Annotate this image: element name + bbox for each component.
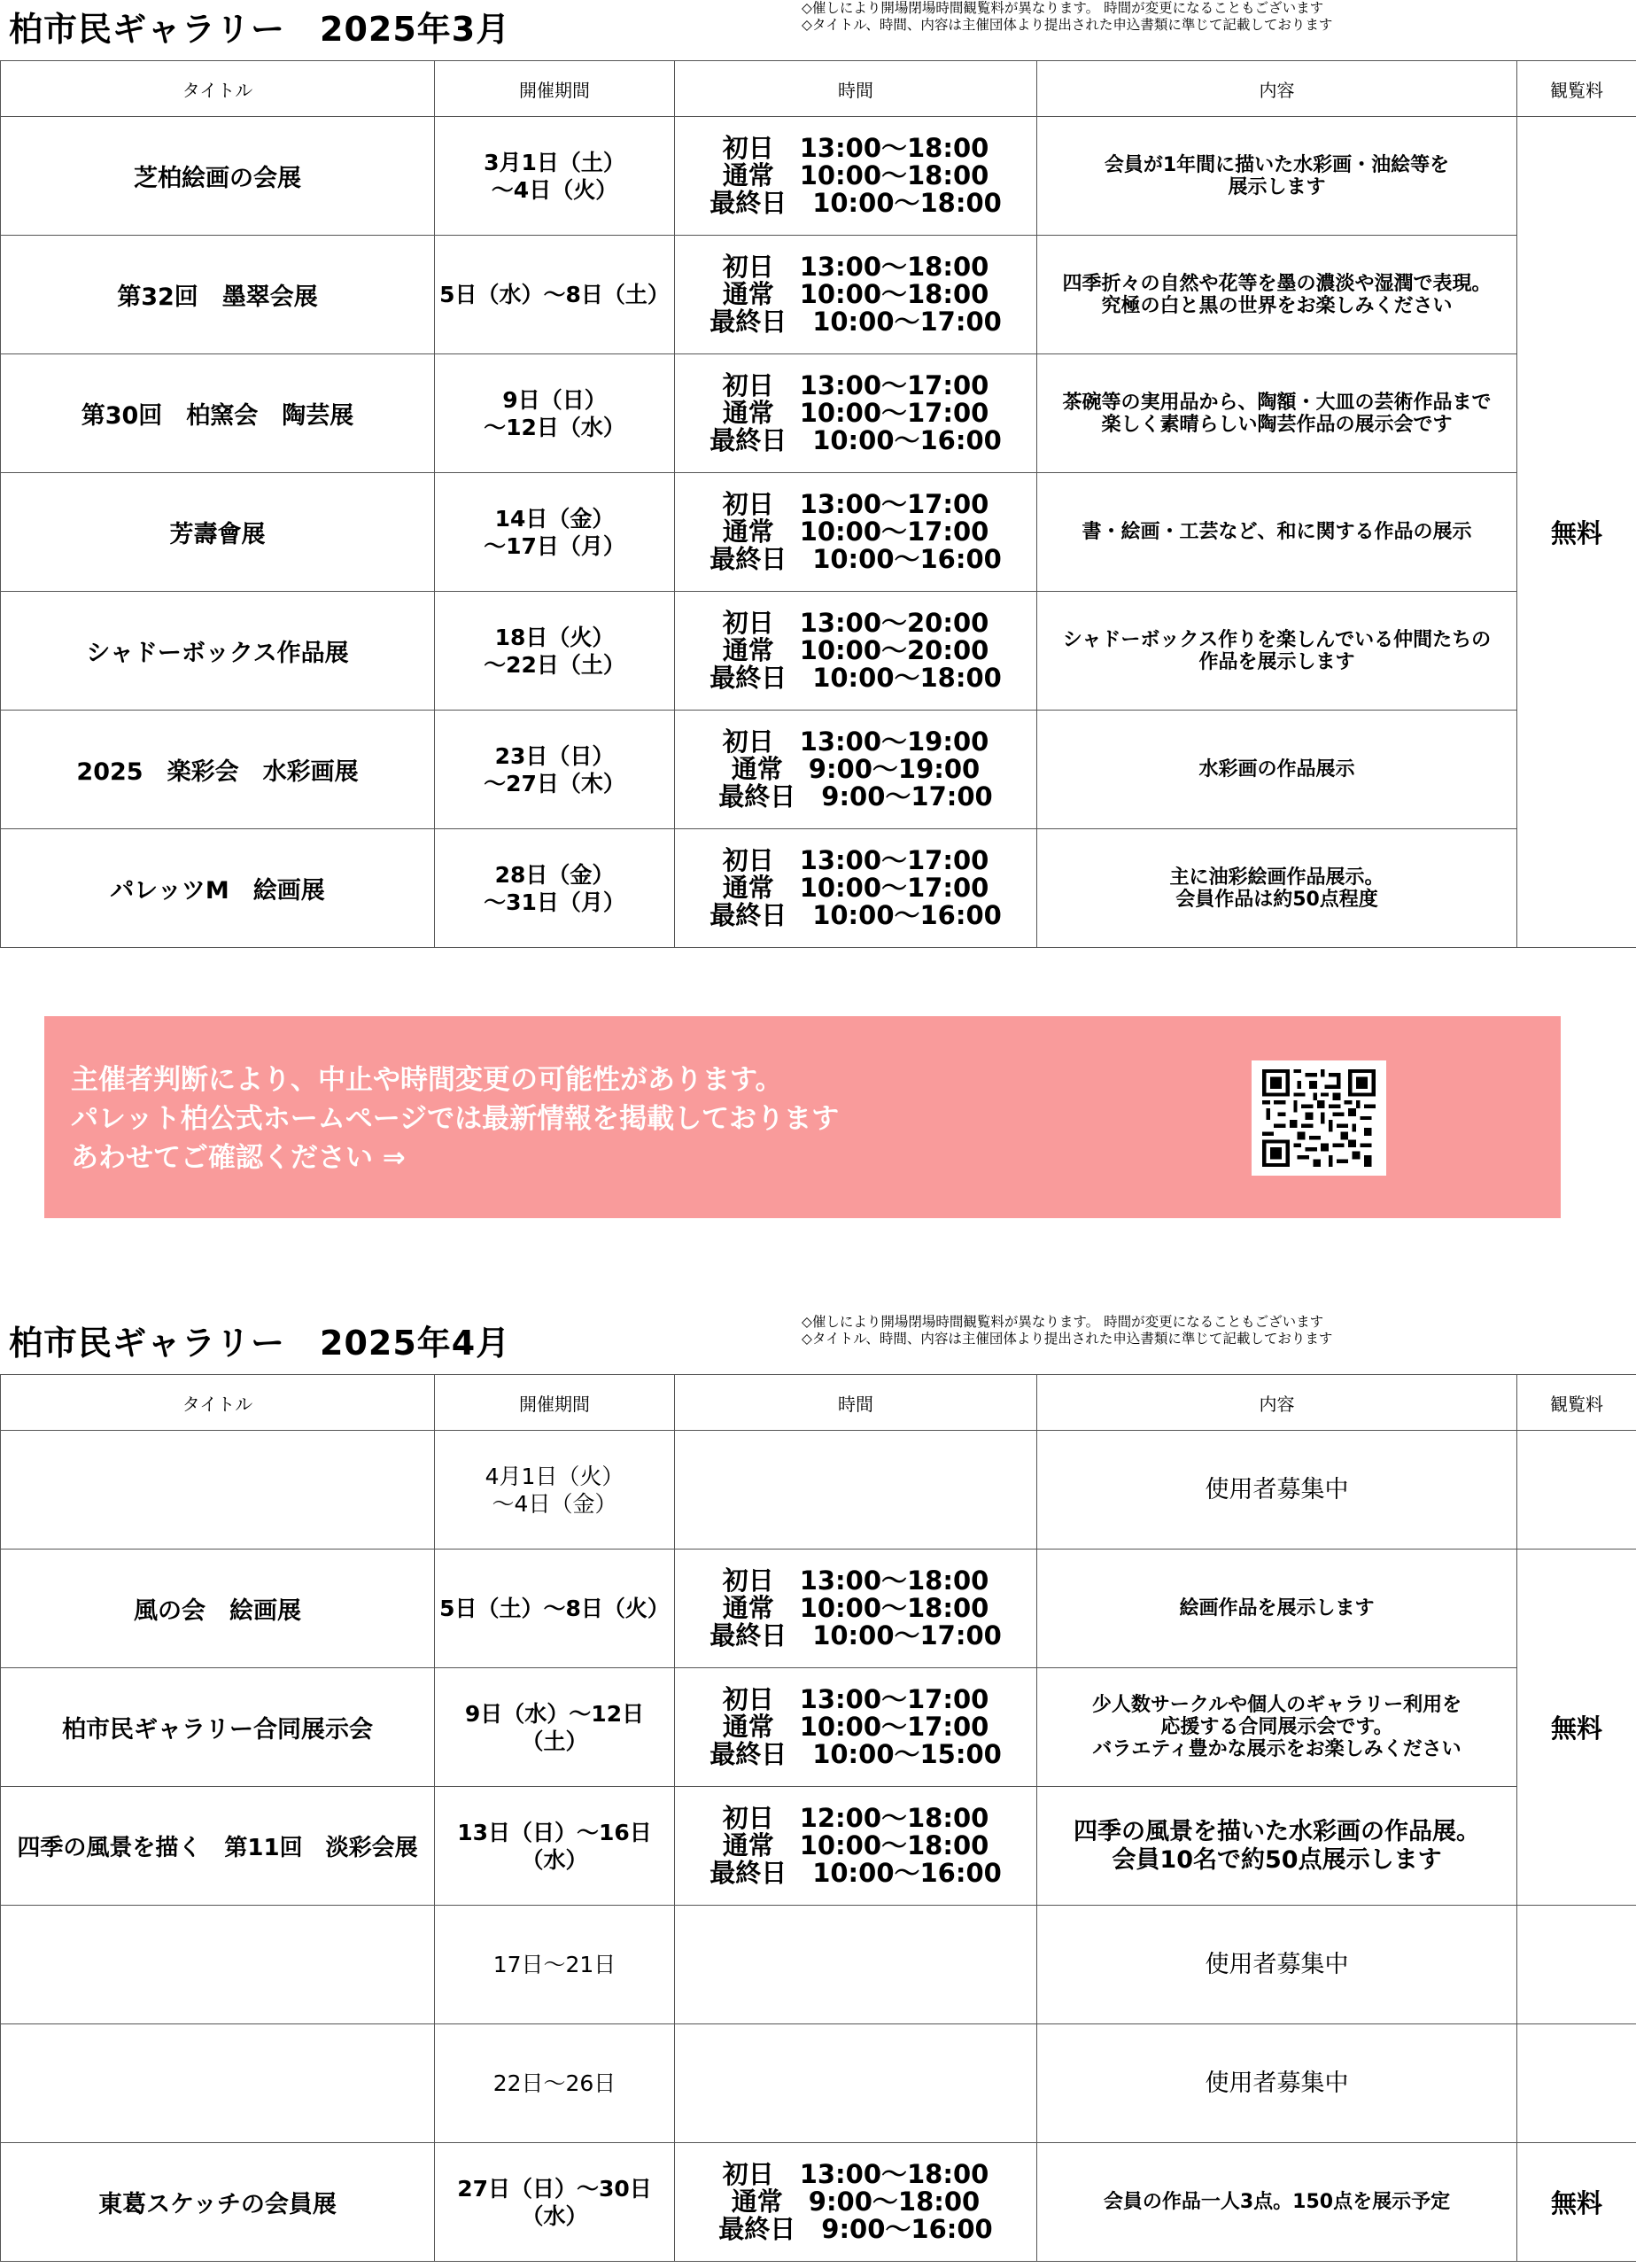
event-period: 23日（日） ～27日（木）	[435, 711, 675, 829]
table-row	[1, 236, 1636, 354]
header-content: 内容	[1037, 61, 1517, 117]
event-title: 四季の風景を描く 第11回 淡彩会展	[1, 1787, 435, 1906]
event-content: 四季の風景を描いた水彩画の作品展。 会員10名で約50点展示します	[1037, 1787, 1517, 1906]
event-time: 初日 13:00～18:00 通常 10:00～18:00 最終日 10:00～17:00	[675, 236, 1037, 354]
event-content: 少人数サークルや個人のギャラリー利用を 応援する合同展示会です。 バラエティ豊かな展示をお楽しみください	[1037, 1668, 1517, 1787]
table-header-row	[1, 61, 1636, 117]
event-time: 初日 13:00～18:00 通常 10:00～18:00 最終日 10:00～18:00	[675, 117, 1037, 236]
event-title: 第30回 柏窯会 陶芸展	[1, 354, 435, 473]
event-title: 風の会 絵画展	[1, 1550, 435, 1668]
event-content: 使用者募集中	[1037, 2024, 1517, 2143]
event-period: 3月1日（土） ～4日（火）	[435, 117, 675, 236]
event-time: 初日 13:00～17:00 通常 10:00～17:00 最終日 10:00～16:00	[675, 829, 1037, 948]
fee-cell: 無料	[1517, 1550, 1636, 1906]
fee-cell-empty	[1517, 2024, 1636, 2143]
event-time: 初日 13:00～17:00 通常 10:00～17:00 最終日 10:00～15:00	[675, 1668, 1037, 1787]
header-content: 内容	[1037, 1375, 1517, 1431]
fee-cell: 無料	[1517, 2143, 1636, 2262]
header-title: タイトル	[1, 1375, 435, 1431]
event-title: 第32回 墨翠会展	[1, 236, 435, 354]
march-header	[0, 0, 1636, 53]
event-content: シャドーボックス作りを楽しんでいる仲間たちの 作品を展示します	[1037, 592, 1517, 711]
header-time: 時間	[675, 1375, 1037, 1431]
fee-cell-empty	[1517, 1431, 1636, 1550]
april-note: ◇タイトル、時間、内容は主催団体より提出された申込書類に準じて記載しております	[802, 1331, 1333, 1347]
event-title: パレッツM 絵画展	[1, 829, 435, 948]
event-time	[675, 1431, 1037, 1550]
event-content: 使用者募集中	[1037, 1431, 1517, 1550]
notice-line: あわせてご確認ください ⇒	[71, 1142, 406, 1174]
event-time: 初日 12:00～18:00 通常 10:00～18:00 最終日 10:00～16:00	[675, 1787, 1037, 1906]
event-period: 9日（日） ～12日（水）	[435, 354, 675, 473]
event-period: 4月1日（火） ～4日（金）	[435, 1431, 675, 1550]
march-note: ◇タイトル、時間、内容は主催団体より提出された申込書類に準じて記載しております	[802, 17, 1333, 33]
event-period: 13日（日）～16日 （水）	[435, 1787, 675, 1906]
event-time: 初日 13:00～17:00 通常 10:00～17:00 最終日 10:00～16:00	[675, 473, 1037, 592]
march-note: ◇催しにより開場閉場時間観覧料が異なります。 時間が変更になることもございます	[802, 0, 1324, 16]
event-period: 17日～21日	[435, 1906, 675, 2024]
april-note: ◇催しにより開場閉場時間観覧料が異なります。 時間が変更になることもございます	[802, 1314, 1324, 1330]
table-row	[1, 117, 1636, 236]
event-time	[675, 1906, 1037, 2024]
event-title: 東葛スケッチの会員展	[1, 2143, 435, 2262]
table-row	[1, 1431, 1636, 1550]
qr-code-icon[interactable]	[1252, 1060, 1386, 1176]
table-row	[1, 829, 1636, 948]
event-period: 5日（土）～8日（火）	[435, 1550, 675, 1668]
table-row	[1, 354, 1636, 473]
event-time: 初日 13:00～17:00 通常 10:00～17:00 最終日 10:00～16:00	[675, 354, 1037, 473]
table-header-row	[1, 1375, 1636, 1431]
event-time: 初日 13:00～19:00 通常 9:00～19:00 最終日 9:00～17:00	[675, 711, 1037, 829]
table-row	[1, 473, 1636, 592]
event-content: 使用者募集中	[1037, 1906, 1517, 2024]
notice-text	[71, 1060, 839, 1177]
header-title: タイトル	[1, 61, 435, 117]
event-period: 28日（金） ～31日（月）	[435, 829, 675, 948]
event-content: 絵画作品を展示します	[1037, 1550, 1517, 1668]
event-title	[1, 1431, 435, 1550]
event-title: シャドーボックス作品展	[1, 592, 435, 711]
april-notes	[802, 1314, 1332, 1348]
header-period: 開催期間	[435, 61, 675, 117]
event-title: 2025 楽彩会 水彩画展	[1, 711, 435, 829]
march-title: 柏市民ギャラリー 2025年3月	[9, 10, 511, 49]
event-time: 初日 13:00～18:00 通常 10:00～18:00 最終日 10:00～17:00	[675, 1550, 1037, 1668]
event-title	[1, 2024, 435, 2143]
notice-line: パレット柏公式ホームページでは最新情報を掲載しております	[71, 1103, 840, 1135]
event-content: 水彩画の作品展示	[1037, 711, 1517, 829]
header-fee: 観覧料	[1517, 61, 1636, 117]
event-title: 芳壽會展	[1, 473, 435, 592]
notice-banner	[44, 1016, 1561, 1218]
event-time: 初日 13:00～18:00 通常 9:00～18:00 最終日 9:00～16:00	[675, 2143, 1037, 2262]
table-row	[1, 1787, 1636, 1906]
table-row	[1, 2143, 1636, 2262]
event-content: 四季折々の自然や花等を墨の濃淡や湿潤で表現。 究極の白と黒の世界をお楽しみください	[1037, 236, 1517, 354]
event-period: 9日（水）～12日 （土）	[435, 1668, 675, 1787]
event-time	[675, 2024, 1037, 2143]
header-period: 開催期間	[435, 1375, 675, 1431]
table-row	[1, 592, 1636, 711]
event-title: 柏市民ギャラリー合同展示会	[1, 1668, 435, 1787]
notice-line: 主催者判断により、中止や時間変更の可能性があります。	[71, 1064, 783, 1096]
table-row	[1, 1668, 1636, 1787]
event-period: 14日（金） ～17日（月）	[435, 473, 675, 592]
fee-cell: 無料	[1517, 117, 1636, 948]
table-row	[1, 1906, 1636, 2024]
event-title	[1, 1906, 435, 2024]
table-row	[1, 2024, 1636, 2143]
event-period: 22日～26日	[435, 2024, 675, 2143]
event-period: 5日（水）～8日（土）	[435, 236, 675, 354]
april-title: 柏市民ギャラリー 2025年4月	[9, 1324, 511, 1363]
table-row	[1, 1550, 1636, 1668]
event-period: 18日（火） ～22日（土）	[435, 592, 675, 711]
event-content: 書・絵画・工芸など、和に関する作品の展示	[1037, 473, 1517, 592]
header-time: 時間	[675, 61, 1037, 117]
april-header	[0, 1314, 1636, 1367]
fee-cell-empty	[1517, 1906, 1636, 2024]
march-notes	[802, 0, 1332, 34]
event-time: 初日 13:00～20:00 通常 10:00～20:00 最終日 10:00～18:00	[675, 592, 1037, 711]
event-content: 主に油彩絵画作品展示。 会員作品は約50点程度	[1037, 829, 1517, 948]
event-period: 27日（日）～30日 （水）	[435, 2143, 675, 2262]
event-content: 会員が1年間に描いた水彩画・油絵等を 展示します	[1037, 117, 1517, 236]
table-row	[1, 711, 1636, 829]
event-content: 会員の作品一人3点。150点を展示予定	[1037, 2143, 1517, 2262]
march-schedule-table	[0, 60, 1636, 948]
event-title: 芝柏絵画の会展	[1, 117, 435, 236]
header-fee: 観覧料	[1517, 1375, 1636, 1431]
event-content: 茶碗等の実用品から、陶額・大皿の芸術作品まで 楽しく素晴らしい陶芸作品の展示会です	[1037, 354, 1517, 473]
april-schedule-table	[0, 1374, 1636, 2262]
